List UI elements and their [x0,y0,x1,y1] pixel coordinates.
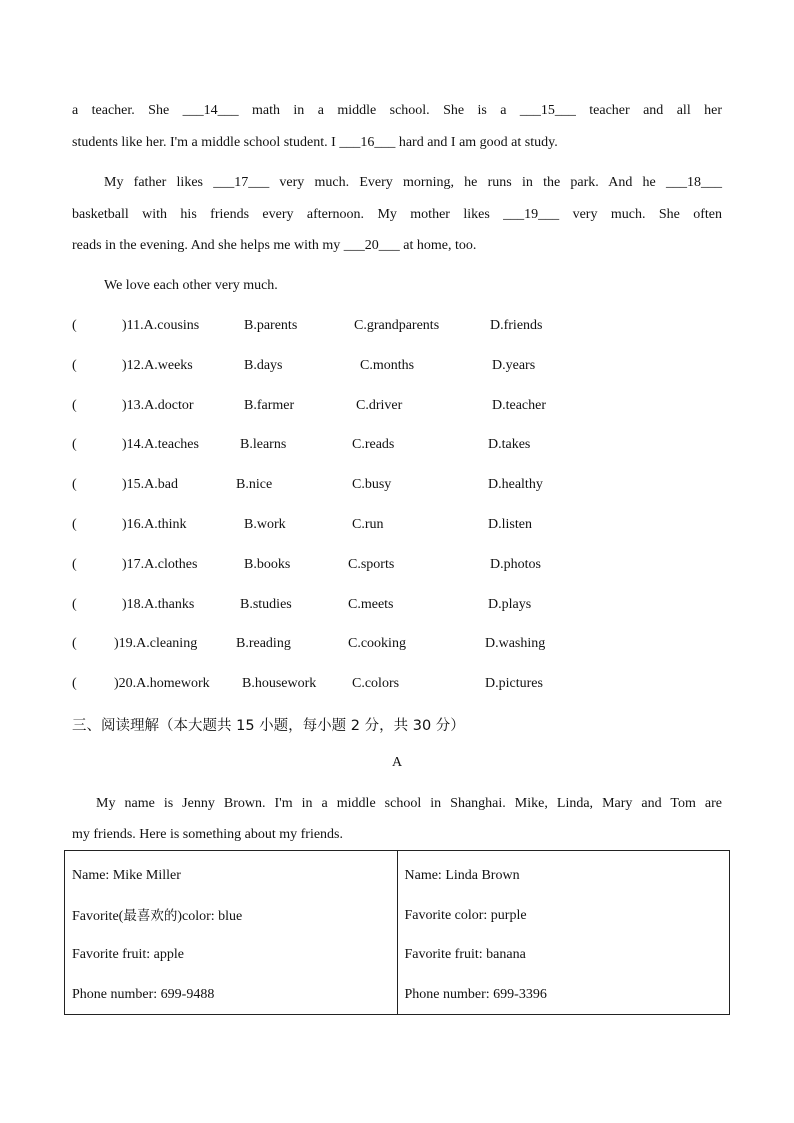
fruit-field: Favorite fruit: banana [404,947,526,963]
option-row [72,397,722,415]
answer-blank: ( [72,358,77,373]
option-d: D.washing [485,636,546,651]
option-c: C.colors [352,676,400,691]
passage-line-1: a teacher. She ___14___ math in a middle school. She is a ___15___ teacher and all her [72,103,722,118]
option-b: B.learns [240,437,287,452]
option-d: D.photos [490,557,541,572]
option-d: D.plays [488,597,532,612]
option-c: C.grandparents [354,318,440,333]
option-c: C.cooking [348,636,406,651]
option-a: )12.A.weeks [122,358,193,373]
option-b: B.studies [240,597,292,612]
option-a: )11.A.cousins [122,318,200,333]
phone-field: Phone number: 699-3396 [404,987,547,1003]
option-a: )19.A.cleaning [114,636,198,651]
part-title: A [391,755,403,770]
passage-line-3: My father likes ___17___ very much. Every morning, he runs in the park. And he ___18___ [104,175,722,190]
option-b: B.parents [244,318,298,333]
option-c: C.busy [352,477,392,492]
option-a: )17.A.clothes [122,557,198,572]
answer-blank: ( [72,597,77,612]
option-b: B.books [244,557,291,572]
option-row [72,556,722,574]
option-d: D.listen [488,517,532,532]
color-label-suffix: )color: blue [177,908,243,924]
option-row [72,357,722,375]
section-title: 三、阅读理解（本大题共 15 小题，每小题 2 分，共 30 分） [72,718,465,734]
option-row [72,635,722,653]
option-a: )13.A.doctor [122,398,194,413]
option-d: D.healthy [488,477,543,492]
answer-blank: ( [72,437,77,452]
option-c: C.meets [348,597,394,612]
answer-blank: ( [72,318,77,333]
option-row [72,476,722,494]
answer-blank: ( [72,636,77,651]
option-c: C.run [352,517,384,532]
option-b: B.reading [236,636,291,651]
option-row [72,516,722,534]
option-row [72,596,722,614]
color-label-cjk: 最喜欢的 [123,907,178,924]
table-row [65,851,730,1015]
option-c: C.months [360,358,415,373]
option-b: B.work [244,517,286,532]
option-b: B.nice [236,477,273,492]
option-b: B.farmer [244,398,295,413]
intro-line-1: My name is Jenny Brown. I'm in a middle school in Shanghai. Mike, Linda, Mary and Tom are [96,796,722,811]
friend-card-linda [397,851,730,1015]
option-d: D.friends [490,318,543,333]
answer-blank: ( [72,557,77,572]
color-field: Favorite color: purple [404,907,527,923]
answer-blank: ( [72,676,77,691]
answer-blank: ( [72,517,77,532]
option-a: )15.A.bad [122,477,178,492]
friends-table [64,850,730,1015]
option-b: B.days [244,358,283,373]
intro-line-2: my friends. Here is something about my friends. [72,827,344,842]
fruit-field: Favorite fruit: apple [72,947,184,963]
friend-card-mike [65,851,398,1015]
option-row [72,675,722,693]
phone-field: Phone number: 699-9488 [72,987,215,1003]
color-label-prefix: Favorite( [72,908,124,924]
option-c: C.driver [356,398,403,413]
option-c: C.reads [352,437,395,452]
name-field: Name: Linda Brown [404,868,520,883]
option-a: )16.A.think [122,517,187,532]
option-a: )18.A.thanks [122,597,195,612]
option-c: C.sports [348,557,395,572]
passage-line-4: basketball with his friends every afternoon. My mother likes ___19___ very much. She often [72,207,722,222]
passage-line-2: students like her. I'm a middle school student. I ___16___ hard and I am good at study. [72,135,558,150]
option-d: D.takes [488,437,531,452]
option-d: D.teacher [492,398,547,413]
option-d: D.pictures [485,676,543,691]
option-row [72,436,722,454]
option-b: B.housework [242,676,317,691]
option-row [72,317,722,335]
option-d: D.years [492,358,536,373]
name-field: Name: Mike Miller [72,868,181,883]
passage-line-6: We love each other very much. [104,278,278,293]
passage-line-5: reads in the evening. And she helps me with my ___20___ at home, too. [72,238,477,253]
answer-blank: ( [72,477,77,492]
answer-blank: ( [72,398,77,413]
color-field [72,905,390,945]
option-a: )20.A.homework [114,676,210,691]
option-a: )14.A.teaches [122,437,199,452]
